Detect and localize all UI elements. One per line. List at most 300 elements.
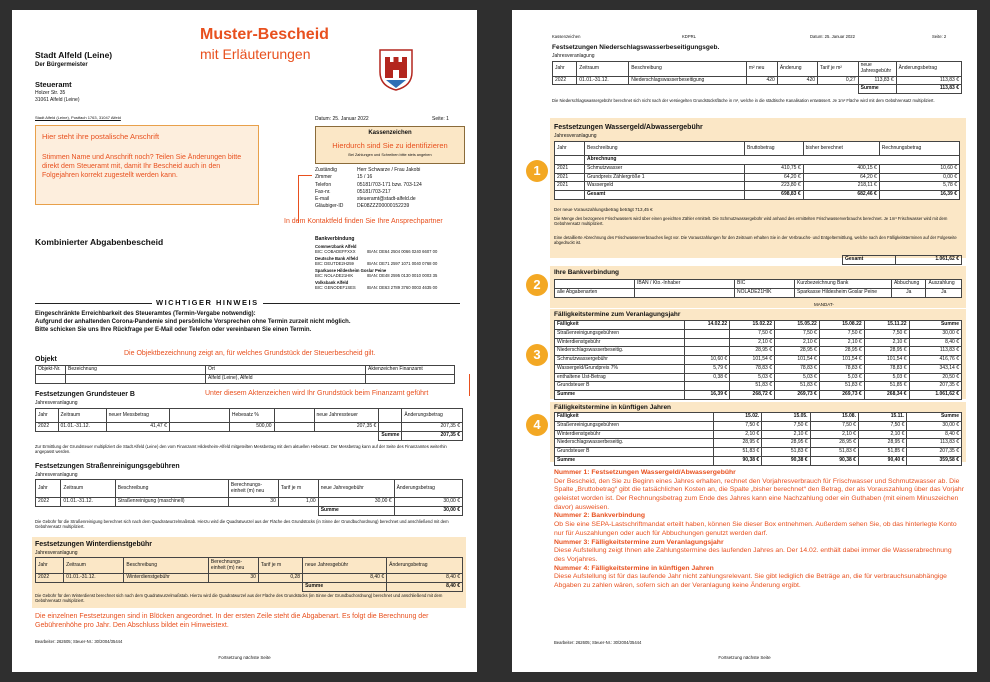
p2-head-kassenzeichen: Kassenzeichen [552, 34, 581, 39]
p2-bank-table [554, 279, 962, 298]
p2-head-page: Seite: 2 [932, 34, 947, 39]
kuenftig-cell: Straßenreinigungsgebühren [555, 421, 714, 430]
faellig-cell: 7,50 € [864, 329, 909, 338]
kuenftig-sum-cell: Summe [555, 456, 714, 465]
nw-cell: 0,27 [818, 76, 859, 85]
address-callout-title: Hier steht ihre postalische Anschrift [42, 132, 160, 141]
ww-gesamt-table [842, 255, 962, 265]
ww-cell: 64,20 € [745, 173, 804, 182]
grundsteuer-h [379, 409, 402, 423]
faellig-row [555, 356, 962, 365]
p2-bank-h: Kurzbezeichnung Bank [795, 280, 892, 289]
ww-h: bisher berechnet [803, 142, 879, 156]
bank-bic: BIC: COBADEFFXXX [315, 249, 356, 255]
notice-heading: WICHTIGER HINWEIS [152, 298, 263, 307]
nw-cell: 113,83 € [896, 76, 961, 85]
grundsteuer-h [274, 409, 314, 423]
kassenzeichen-sub: Bei Zahlungen und Schreiben bitte stets angeben [348, 152, 432, 157]
ww-gesamt-value: 1.061,62 € [896, 256, 962, 265]
kuenftig-cell: 7,50 € [858, 421, 906, 430]
explain-text: Diese Aufstellung zeigt Ihnen alle Zahlungstermine des laufenden Jahres an. Der 14.02. enthält dabei immer die Wasserabrechnung des Vorjahres. [554, 547, 952, 563]
contact-value: 15 / 16 [357, 174, 373, 181]
objekt-cell [36, 374, 66, 383]
strassen-cell: 30,00 € [394, 498, 462, 507]
nw-cell: Niederschlagswasserbeseitigung [629, 76, 747, 85]
badge-2: 2 [526, 274, 548, 296]
faellig-cell: 28,95 € [864, 347, 909, 356]
p2-bank-h [555, 280, 635, 289]
doc-title-line2: mit Erläuterungen [200, 46, 311, 62]
explain-text: Ob Sie eine SEPA-Lastschriftmandat erteilt haben, können Sie dieser Box entnehmen. Außerdem sehen Sie, ob das hinterlegte Konto nur für Auszahlungen oder auch für Abbuchungen genutzt werden darf. [554, 521, 957, 537]
kuenftig-cell: 2,10 € [858, 430, 906, 439]
faellig-cell: 20,50 € [909, 373, 962, 382]
kuenftig-cell: 30,00 € [907, 421, 962, 430]
faellig-cell: 2,10 € [864, 338, 909, 347]
ww-cell: 0,00 € [879, 173, 959, 182]
kuenftig-header-row [555, 413, 962, 422]
bank-name: Deutsche Bank Alfeld [315, 255, 358, 261]
faellig-cell: 28,95 € [730, 347, 775, 356]
kuenftig-cell: 51,83 € [762, 448, 810, 457]
faellig-header-cell: 15.11.22 [864, 321, 909, 330]
bank-bic: BIC: DEUTDE2H259 [315, 261, 354, 267]
kassenzeichen-box [315, 126, 465, 164]
strassen-cell: 1,00 [278, 498, 318, 507]
faellig-row [555, 382, 962, 391]
bank-name: Commerzbank Alfeld [315, 244, 357, 249]
nw-h: Änderung [777, 62, 817, 77]
grundsteuer-h: Zeitraum [58, 409, 106, 423]
strassen-h: Zeitraum [61, 480, 115, 498]
issuer-name: Stadt Alfeld (Leine) [35, 50, 113, 60]
grundsteuer-cell [379, 423, 402, 432]
faellig-cell [685, 338, 730, 347]
ww-cell: 698,83 € [745, 191, 804, 200]
kuenftig-cell: 7,50 € [713, 421, 761, 430]
faellig-cell: 101,54 € [775, 356, 820, 365]
ww-group-label: Abrechnung [585, 156, 960, 165]
kuenftig-cell: Winterdienstgebühr [555, 430, 714, 439]
badge-4: 4 [526, 414, 548, 436]
kuenftig-cell: 51,83 € [713, 448, 761, 457]
objekt-table [35, 365, 455, 384]
strassen-h: neue Jahresgebühr [318, 480, 394, 498]
strassen-h: Jahr [36, 480, 61, 498]
faellig-row [555, 373, 962, 382]
faellig-header-cell: Fälligkeit [555, 321, 685, 330]
strassen-heading: Festsetzungen Straßenreinigungsgebühren [35, 463, 180, 470]
footer-clerk: Bearbeiter: 262605; Steuer-Nr.: 30/2004/35444 [35, 639, 123, 644]
faellig-cell: 10,60 € [685, 356, 730, 365]
strassen-sum-value: 30,00 € [394, 506, 462, 515]
ww-sub: Jahresveranlagung [554, 133, 597, 139]
faellig-row [555, 347, 962, 356]
faellig-cell: 78,83 € [775, 364, 820, 373]
ww-h: Beschreibung [585, 142, 745, 156]
page-number: Seite: 1 [432, 116, 449, 122]
contact-row [315, 174, 470, 181]
document-heading: Kombinierter Abgabenbescheid [35, 237, 164, 247]
kuenftig-cell: 28,95 € [858, 439, 906, 448]
ww-h: Rechnungsbetrag [879, 142, 959, 156]
grundsteuer-cell: 500,00 [229, 423, 274, 432]
kuenftig-cell: 8,40 € [907, 430, 962, 439]
explanations [554, 469, 964, 591]
kuenftig-cell: 51,83 € [810, 448, 858, 457]
p2-bank-h: IBAN / Kto.-Inhaber [635, 280, 735, 289]
ww-h: Jahr [555, 142, 585, 156]
winter-cell: 2022 [36, 574, 64, 583]
nw-cell: 420 [777, 76, 817, 85]
p2-bank-h: Auszahlung [926, 280, 962, 289]
faellig-table [554, 320, 962, 400]
badge-3: 3 [526, 344, 548, 366]
ww-cell: 223,80 € [745, 182, 804, 191]
contact-label: Gläubiger-ID [315, 203, 344, 210]
kuenftig-row [555, 421, 962, 430]
office-address-1: Holzer Str. 35 [35, 90, 66, 96]
contact-row [315, 167, 470, 174]
notice-line-2: Aufgrund der anhaltenden Corona-Pandemie sind persönliche Vorsprechen ohne Termin zurzeit nicht möglich. [35, 318, 351, 325]
bank-iban: IBAN: DE71 2597 1071 0040 0768 00 [367, 261, 438, 267]
bank-codes [315, 261, 475, 266]
contact-value: 05181/703-217 [357, 188, 391, 195]
winter-sum-value: 8,40 € [387, 582, 463, 591]
faellig-cell: 5,79 € [685, 364, 730, 373]
bank-entry [315, 244, 475, 255]
p2-bank-cell: NOLADE21HIK [735, 288, 795, 297]
faellig-cell: 51,83 € [819, 382, 864, 391]
p2-bank-cell: Ja [926, 288, 962, 297]
grundsteuer-h: neue Jahressteuer [314, 409, 379, 423]
kuenftig-header-cell: 15.08. [810, 413, 858, 422]
p2-head-date: Datum: 25. Januar 2022 [810, 34, 855, 39]
ww-voraus: Der neue Vorauszahlungsbetrag beträgt 713,45 € [554, 207, 653, 212]
faellig-cell: 2,10 € [730, 338, 775, 347]
nw-sum-label: Summe [858, 85, 896, 94]
kuenftig-cell: 28,95 € [713, 439, 761, 448]
faellig-cell: 0,38 € [685, 373, 730, 382]
kuenftig-row [555, 448, 962, 457]
grundsteuer-h [169, 409, 229, 423]
faellig-row [555, 338, 962, 347]
faellig-cell [685, 329, 730, 338]
faellig-sum-cell: 268,34 € [864, 391, 909, 400]
faellig-cell: 2,10 € [819, 338, 864, 347]
faellig-sum-cell: 16,39 € [685, 391, 730, 400]
strassen-cell: 30 [228, 498, 278, 507]
kuenftig-cell: 7,50 € [810, 421, 858, 430]
ww-cell: 682,46 € [803, 191, 879, 200]
faellig-cell: Winterdienstgebühr [555, 338, 685, 347]
p2-bank-mandat: MANDAT- [814, 302, 834, 307]
strassen-h: Änderungsbetrag [394, 480, 462, 498]
faellig-cell [685, 382, 730, 391]
faellig-cell: 101,54 € [730, 356, 775, 365]
faellig-cell: 5,03 € [730, 373, 775, 382]
office-address-2: 31061 Alfeld (Leine) [35, 97, 80, 103]
kuenftig-cell: 2,10 € [810, 430, 858, 439]
objekt-note: Die Objektbezeichnung zeigt an, für welches Grundstück der Steuerbescheid gilt. [124, 350, 376, 357]
kuenftig-cell: 51,85 € [858, 448, 906, 457]
faellig-cell: 78,83 € [864, 364, 909, 373]
grundsteuer-sum-value: 207,35 € [402, 431, 463, 440]
return-address: Stadt Alfeld (Leine), Postfach 1763, 31047 Alfeld [35, 115, 121, 120]
winter-cell: 01.01.-31.12. [64, 574, 124, 583]
winter-h: Berechnungs-einheit (m) neu [208, 558, 258, 574]
akten-arrow-line [469, 374, 470, 396]
kuenftig-cell: 7,50 € [762, 421, 810, 430]
kuenftig-cell: 28,95 € [810, 439, 858, 448]
office-name: Steueramt [35, 80, 72, 89]
ww-cell: Gesamt [585, 191, 745, 200]
issuer-sub: Der Bürgermeister [35, 62, 88, 68]
winter-h: Änderungsbetrag [387, 558, 463, 574]
grundsteuer-h: Änderungsbetrag [402, 409, 463, 423]
faellig-cell: 7,50 € [730, 329, 775, 338]
city-coat-of-arms-icon [378, 48, 414, 92]
kuenftig-cell: 2,10 € [713, 430, 761, 439]
winter-h: Beschreibung [124, 558, 209, 574]
kuenftig-sum-cell: 359,58 € [907, 456, 962, 465]
objekt-cell [66, 374, 206, 383]
faellig-header-cell: 15.02.22 [730, 321, 775, 330]
faellig-cell: Wassergeld/Grundpreis 7% [555, 364, 685, 373]
bank-name: Sparkasse Hildesheim Goslar Peine [315, 267, 387, 273]
faellig-header-cell: Summe [909, 321, 962, 330]
grundsteuer-sub: Jahresveranlagung [35, 400, 78, 406]
bank-iban: IBAN: DE63 2789 3760 0003 4635 00 [367, 285, 438, 291]
ww-cell: 218,11 € [803, 182, 879, 191]
kuenftig-table [554, 412, 962, 466]
blocks-note: Die einzelnen Festsetzungen sind in Blöcken angeordnet. In der ersten Zeile steht die Abgabenart. Es folgt die Berechnung der Gebührenhöhe pro Jahr. Den Abschluss bildet ein Hinweistext. [35, 613, 429, 630]
badge-1: 1 [526, 160, 548, 182]
contact-note: In dem Kontaktfeld finden Sie Ihre Ansprechpartner [284, 218, 443, 225]
page-one [12, 10, 477, 672]
nw-h: Änderungsbetrag [896, 62, 961, 77]
faellig-cell: 8,40 € [909, 338, 962, 347]
bank-name: Volksbank Alfeld [315, 279, 349, 285]
nw-h: Zeitraum [577, 62, 629, 77]
ww-cell: 2021 [555, 173, 585, 182]
bank-heading: Bankverbindung [315, 236, 355, 242]
kuenftig-cell: Grundsteuer B [555, 448, 714, 457]
ww-heading: Festsetzungen Wassergeld/Abwassergebühr [554, 124, 703, 131]
objekt-col-nr: Objekt-Nr. [36, 366, 66, 375]
faellig-header-cell: 15.08.22 [819, 321, 864, 330]
winter-h: Jahr [36, 558, 64, 574]
strassen-h: Beschreibung [115, 480, 228, 498]
winter-cell: 0,28 [258, 574, 302, 583]
p2-footer-clerk: Bearbeiter: 262605; Steuer-Nr.: 30/2004/35444 [554, 640, 642, 645]
doc-title-line1: Muster-Bescheid [200, 26, 329, 43]
ww-cell: 410,75 € [745, 164, 804, 173]
strassen-cell: 30,00 € [318, 498, 394, 507]
ww-cell [555, 191, 585, 200]
p2-bank-h: Abbuchung [891, 280, 926, 289]
ww-table [554, 141, 960, 200]
faellig-sum-cell: 269,73 € [819, 391, 864, 400]
faellig-cell: Straßenreinigungsgebühren [555, 329, 685, 338]
strassen-table [35, 479, 463, 516]
contact-label: E-mail [315, 196, 330, 202]
grundsteuer-h: Hebesatz % [229, 409, 274, 423]
kuenftig-sum-cell: 90,38 € [810, 456, 858, 465]
faellig-sum-cell: 268,72 € [730, 391, 775, 400]
ww-cell: 64,20 € [803, 173, 879, 182]
ww-cell: 400,15 € [803, 164, 879, 173]
grundsteuer-cell: 207,35 € [314, 423, 379, 432]
kuenftig-header-cell: 15.05. [762, 413, 810, 422]
winter-h: neue Jahresgebühr [303, 558, 387, 574]
grundsteuer-heading: Festsetzungen Grundsteuer B [35, 391, 135, 398]
winter-sum-label: Summe [303, 582, 387, 591]
winter-cell: Winterdienstgebühr [124, 574, 209, 583]
objekt-cell [366, 374, 455, 383]
faellig-cell: 78,83 € [819, 364, 864, 373]
grundsteuer-table [35, 408, 463, 441]
faellig-cell: 416,76 € [909, 356, 962, 365]
contact-block [315, 167, 470, 211]
grundsteuer-cell: 207,35 € [402, 423, 463, 432]
faellig-cell: 101,54 € [819, 356, 864, 365]
p2-bank-heading: Ihre Bankverbindung [554, 269, 620, 276]
kuenftig-cell: 28,95 € [762, 439, 810, 448]
kuenftig-sum-row [555, 456, 962, 465]
nw-h: m² neu [746, 62, 777, 77]
p2-head-code: KDPRL [682, 34, 696, 39]
faellig-row [555, 364, 962, 373]
address-callout [35, 125, 259, 205]
grundsteuer-cell: 2022 [36, 423, 59, 432]
faellig-sum-cell: Summe [555, 391, 685, 400]
nw-sub: Jahresveranlagung [552, 53, 595, 59]
grundsteuer-cell [169, 423, 229, 432]
kuenftig-sum-cell: 90,38 € [762, 456, 810, 465]
bank-iban: IBAN: DE64 2504 0066 0240 6607 00 [367, 249, 438, 255]
explain-text: Der Bescheid, den Sie zu Beginn eines Jahres erhalten, rechnet den Vorjahresverbrauch für Frischwasser und Schmutzwasser ab. Die Spalte „Bruttobetrag“ gibt die tatsächlichen Kosten an, die Spalte „bisher berechnet“ den Betrag, der als Vorauszahlung über das Vorjahr geleistet worden ist. Der Rechnungsbetrag zum Ende des Jahres kann eine Nachzahlung oder ein Guthaben (mit einem Minuszeichen davor) ausweisen. [554, 477, 964, 511]
contact-row [315, 196, 470, 203]
bank-entry [315, 268, 475, 279]
grundsteuer-cell [274, 423, 314, 432]
nw-h: Jahr [553, 62, 577, 77]
faellig-sum-cell: 1.061,62 € [909, 391, 962, 400]
contact-value: Herr Schwarze / Frau Jakobi [357, 167, 421, 173]
ww-gesamt-label: Gesamt [843, 256, 896, 265]
kuenftig-header-cell: 15.11. [858, 413, 906, 422]
faellig-header-cell: 14.02.22 [685, 321, 730, 330]
kassenzeichen-label: Kassenzeichen [368, 130, 412, 136]
p2-bank-cell: Sparkasse Hildesheim Goslar Peine [795, 288, 892, 297]
kuenftig-row [555, 439, 962, 448]
contact-value: steueramt@stadt-alfeld.de [357, 196, 416, 202]
faellig-cell: 51,83 € [775, 382, 820, 391]
strassen-note: Die Gebühr für die Straßenreinigung berechnet sich nach dem Quadratwurzelmaßstab. Hierzu wird die Quadratwurzel aus der Fläche des Grundstücks (in Sinne der Grundbuchordnung) berechnet und anschließend mit dem Gebührensatz multipliziert. [35, 519, 449, 530]
objekt-col-akten: Aktenzeichen Finanzamt [366, 366, 455, 375]
kuenftig-row [555, 430, 962, 439]
kuenftig-cell: 2,10 € [762, 430, 810, 439]
footer-continue: Fortsetzung nächste Seite [218, 655, 271, 660]
ww-cell: 2021 [555, 182, 585, 191]
bank-bic: BIC: GENODEF1SES [315, 285, 356, 291]
winter-note: Die Gebühr für den Winterdienst berechnet sich nach dem Quadratwurzelmaßstab. Hierzu wird die Quadratwurzel aus der Fläche des Grundstücks (im Sinne der Grundbuchordnung) berechnet und anschließend mit dem Gebührensatz multipliziert. [35, 593, 443, 604]
winter-cell: 8,40 € [387, 574, 463, 583]
explain-text: Diese Aufstellung ist für das laufende Jahr nicht zahlungsrelevant. Sie gibt lediglich die Beträge an, die für verbrauchsunabhängige Abgaben zu zahlen wären, sofern sich an der Veranlagung keine Änderung ergibt. [554, 573, 947, 589]
p2-footer-continue: Fortsetzung nächste Seite [718, 655, 771, 660]
contact-label: Zimmer [315, 174, 332, 181]
contact-arrow-head [298, 175, 312, 176]
objekt-label: Objekt [35, 356, 57, 363]
address-callout-body: Stimmen Name und Anschrift noch? Teilen Sie Änderungen bitte direkt dem Steueramt mit, damit Ihr Bescheid auch in den Folgejahren korrekt zugestellt werden kann. [42, 154, 242, 180]
bank-codes [315, 285, 475, 290]
faellig-cell: Niederschlagswasserbeseitig. [555, 347, 685, 356]
nw-heading: Festsetzungen Niederschlagswasserbeseitigungsgeb. [552, 44, 720, 51]
nw-note: Die Niederschlagswassergebühr berechnet sich nicht nach der versiegelten Grundstücksfläche in m², welche in die städtische Kanalisation entwässert. Je 1m² Fläche wird mit dem Gebührensatz multipliziert. [552, 98, 935, 103]
kuenftig-heading: Fälligkeitstermine in künftigen Jahren [554, 404, 672, 411]
strassen-cell: Straßenreinigung (maschinell) [115, 498, 228, 507]
explain-title: Nummer 4: Fälligkeitstermine in künftigen Jahren [554, 564, 714, 572]
contact-value: 05181/703-171 bzw. 703-124 [357, 181, 422, 188]
grundsteuer-sum-label: Summe [379, 431, 402, 440]
kuenftig-header-cell: Summe [907, 413, 962, 422]
nw-cell: 01.01.-31.12. [577, 76, 629, 85]
nw-h: Tarif je m² [818, 62, 859, 77]
faellig-sum-row [555, 391, 962, 400]
faellig-cell: 78,83 € [730, 364, 775, 373]
bank-codes [315, 273, 475, 278]
notice-body [35, 311, 465, 334]
faellig-cell: 207,35 € [909, 382, 962, 391]
kassenzeichen-hint: Hierdurch sind Sie zu identifizieren [332, 140, 448, 150]
kuenftig-cell: 113,83 € [907, 439, 962, 448]
faellig-cell: 2,10 € [775, 338, 820, 347]
faellig-row [555, 329, 962, 338]
contact-row [315, 189, 470, 196]
strassen-sum-label: Summe [318, 506, 394, 515]
grundsteuer-cell: 41,47 € [106, 423, 169, 432]
winter-sub: Jahresveranlagung [35, 550, 78, 556]
nw-table [552, 61, 962, 94]
kuenftig-sum-cell: 90,40 € [858, 456, 906, 465]
bank-bic: BIC: NOLADE21HIK [315, 273, 354, 279]
winter-h: Tarif je m [258, 558, 302, 574]
faellig-cell: 5,03 € [864, 373, 909, 382]
grundsteuer-h: neuer Messbetrag [106, 409, 169, 423]
date-line: Datum: 25. Januar 2022 [315, 116, 369, 122]
faellig-cell [685, 347, 730, 356]
faellig-header-row [555, 321, 962, 330]
grundsteuer-h: Jahr [36, 409, 59, 423]
ww-cell: 10,60 € [879, 164, 959, 173]
winter-cell: 30 [208, 574, 258, 583]
faellig-cell: 343,14 € [909, 364, 962, 373]
ww-cell: Grundpreis Zählergröße 1 [585, 173, 745, 182]
ww-cell [555, 156, 585, 165]
objekt-col-bez: Bezeichnung [66, 366, 206, 375]
faellig-cell: 28,95 € [775, 347, 820, 356]
faellig-cell: Grundsteuer B [555, 382, 685, 391]
akten-note: Unter diesem Aktenzeichen wird Ihr Grundstück beim Finanzamt geführt [205, 390, 429, 397]
contact-row [315, 182, 470, 189]
p2-bank-cell: alle Abgabenarten [555, 288, 635, 297]
kuenftig-cell: Niederschlagswasserbeseitig. [555, 439, 714, 448]
contact-arrow-line [298, 175, 299, 223]
nw-sum-value: 113,83 € [896, 85, 961, 94]
faellig-cell: 7,50 € [775, 329, 820, 338]
faellig-sum-cell: 269,73 € [775, 391, 820, 400]
strassen-cell: 01.01.-31.12. [61, 498, 115, 507]
contact-row [315, 203, 470, 210]
